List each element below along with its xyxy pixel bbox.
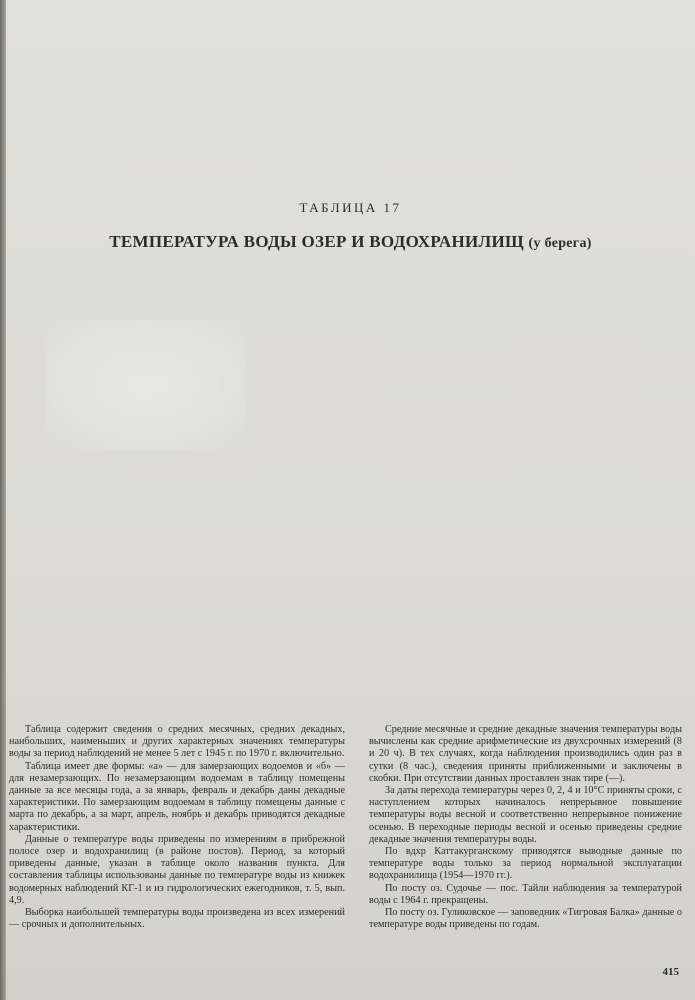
paragraph: Таблица содержит сведения о средних месячных, средних декадных, наибольших, наименьших и других характерных значениях температуры воды за период наблюдений не менее 5 лет с 1945 г. по 1970 г. включительно. <box>9 724 345 760</box>
paragraph: По вдхр Каттакурганскому приводятся выводные данные по температуре воды только за период нормальной эксплуатации водохранилища (1954—1970 гг.). <box>369 846 682 882</box>
page-title <box>6 232 695 252</box>
page-number: 415 <box>662 966 679 978</box>
table-number-label: ТАБЛИЦА 17 <box>299 200 402 215</box>
paragraph: Выборка наибольшей температуры воды произведена из всех измерений — срочных и дополнительных. <box>9 907 345 931</box>
paragraph: По посту оз. Гуликовское — заповедник «Тигровая Балка» данные о температуре воды приведены по годам. <box>369 907 682 931</box>
right-text-column <box>369 724 682 931</box>
paragraph: Средние месячные и средние декадные значения температуры воды вычислены как средние арифметические из двухсрочных измерений (8 и 20 ч). В тех случаях, когда наблюдения производились один раз в сутки (8 час.), сведения приняты приближенными и заключены в скобки. При отсутствии данных проставлен знак тире (—). <box>369 724 682 784</box>
title-suffix: (у берега) <box>528 236 592 251</box>
light-glare <box>46 320 246 450</box>
book-page <box>6 0 695 1000</box>
paragraph: По посту оз. Судочье — пос. Тайли наблюдения за температурой воды с 1964 г. прекращены. <box>369 882 682 906</box>
paragraph: Таблица имеет две формы: «а» — для замерзающих водоемов и «б» — для незамерзающих. По незамерзающим водоемам в таблицу помещены данные за все месяцы года, а за январь, февраль и декабрь даны декадные характеристики. По замерзающим водоемам в таблицу помещены данные с марта по декабрь, а за март, апрель, ноябрь и декабрь приводятся декадные характеристики. <box>9 760 345 833</box>
title-main: ТЕМПЕРАТУРА ВОДЫ ОЗЕР И ВОДОХРАНИЛИЩ <box>109 232 524 251</box>
left-text-column <box>9 724 345 931</box>
paragraph: За даты перехода температуры через 0, 2, 4 и 10°С приняты сроки, с наступлением которых начиналось непрерывное повышение температуры воды весной и соответственно непрерывное понижение осенью. В переходные периоды весной и осенью приведены средние декадные значения температуры воды. <box>369 785 682 845</box>
paragraph: Данные о температуре воды приведены по измерениям в прибрежной полосе озер и водохранилищ (в районе постов). Период, за который приведены данные, указан в таблице около названия пункта. Для составления таблицы использованы данные по температуре воды из книжек водомерных наблюдений КГ-1 и из гидрологических ежегодников, т. 5, вып. 4,9. <box>9 833 345 906</box>
